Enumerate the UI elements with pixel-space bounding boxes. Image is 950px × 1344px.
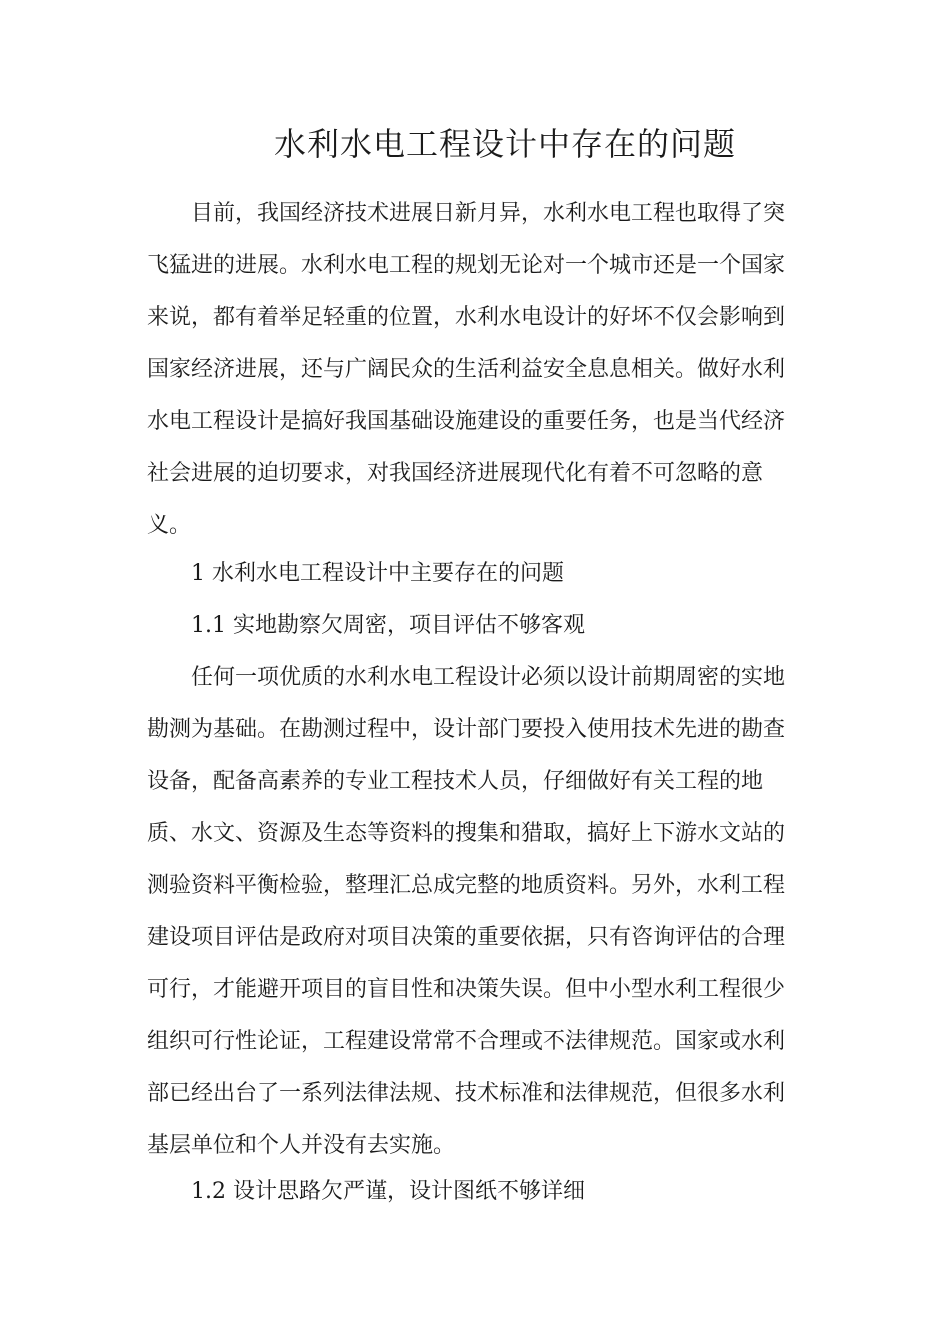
paragraph-line: 组织可行性论证，工程建设常常不合理或不法律规范。国家或水利 <box>147 1029 786 1054</box>
paragraph-line: 水电工程设计是搞好我国基础设施建设的重要任务，也是当代经济 <box>147 409 786 434</box>
paragraph-section-1-1 <box>147 652 807 1172</box>
section-heading-1-2 <box>147 1166 807 1218</box>
paragraph-line: 义。 <box>147 513 192 538</box>
paragraph-line: 建设项目评估是政府对项目决策的重要依据，只有咨询评估的合理 <box>147 925 786 950</box>
paragraph-line: 质、水文、资源及生态等资料的搜集和猎取，搞好上下游水文站的 <box>147 821 786 846</box>
paragraph-intro <box>147 188 807 552</box>
paragraph-line: 目前，我国经济技术进展日新月异，水利水电工程也取得了突 <box>191 201 786 226</box>
paragraph-line: 基层单位和个人并没有去实施。 <box>147 1133 456 1158</box>
paragraph-line: 设备，配备高素养的专业工程技术人员，仔细做好有关工程的地 <box>147 769 764 794</box>
heading-line: 1.1 实地勘察欠周密，项目评估不够客观 <box>191 613 585 638</box>
paragraph-line: 社会进展的迫切要求，对我国经济进展现代化有着不可忽略的意 <box>147 461 764 486</box>
paragraph-line: 测验资料平衡检验，整理汇总成完整的地质资料。另外，水利工程 <box>147 873 786 898</box>
paragraph-line: 勘测为基础。在勘测过程中，设计部门要投入使用技术先进的勘查 <box>147 717 786 742</box>
heading-line: 1.2 设计思路欠严谨，设计图纸不够详细 <box>191 1179 585 1204</box>
document-title: 水利水电工程设计中存在的问题 <box>273 125 736 163</box>
paragraph-line: 国家经济进展，还与广阔民众的生活利益安全息息相关。做好水利 <box>147 357 786 382</box>
heading-line: 1 水利水电工程设计中主要存在的问题 <box>191 561 564 586</box>
paragraph-line: 部已经出台了一系列法律法规、技术标准和法律规范，但很多水利 <box>147 1081 786 1106</box>
paragraph-line: 任何一项优质的水利水电工程设计必须以设计前期周密的实地 <box>191 665 786 690</box>
section-heading-1 <box>147 548 807 600</box>
paragraph-line: 可行，才能避开项目的盲目性和决策失误。但中小型水利工程很少 <box>147 977 786 1002</box>
section-heading-1-1 <box>147 600 807 652</box>
paragraph-line: 飞猛进的进展。水利水电工程的规划无论对一个城市还是一个国家 <box>147 253 786 278</box>
paragraph-line: 来说，都有着举足轻重的位置，水利水电设计的好坏不仅会影响到 <box>147 305 786 330</box>
